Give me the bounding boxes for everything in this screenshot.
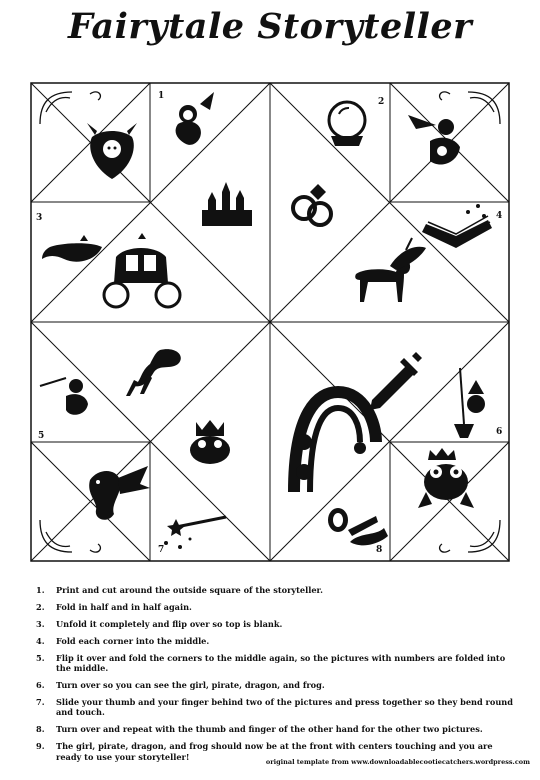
frog-icon xyxy=(418,448,474,508)
instruction-item: 1. Print and cut around the outside square of the storyteller. xyxy=(36,585,323,595)
magic-lamp-icon xyxy=(42,235,102,262)
flap-number-3: 3 xyxy=(36,213,43,223)
instruction-item: 2. Fold in half and in half again. xyxy=(36,601,192,612)
potion-book-icon xyxy=(422,204,492,248)
wedding-rings-icon xyxy=(293,184,331,225)
unicorn-icon xyxy=(355,238,426,302)
page-title: Fairytale Storyteller xyxy=(67,6,473,47)
flap-number-6: 6 xyxy=(496,427,503,437)
flap-number-5: 5 xyxy=(38,431,45,441)
magic-wand-icon xyxy=(164,517,226,549)
instruction-item: 7. Slide your thumb and your finger behind two of the pictures and press together so they bend round and touch. xyxy=(36,696,513,718)
instruction-item: 5. Flip it over and fold the corners to the middle again, so the pictures with numbers are folded into the middle. xyxy=(36,652,506,674)
instruction-list xyxy=(36,585,516,769)
hand-mirror-icon xyxy=(328,508,388,545)
flap-number-7: 7 xyxy=(158,545,165,555)
dragon-icon xyxy=(89,466,150,520)
instruction-item: 4. Fold each corner into the middle. xyxy=(36,635,210,646)
instruction-item: 6. Turn over so you can see the girl, pirate, dragon, and frog. xyxy=(36,679,325,690)
storyteller-sheet xyxy=(30,82,510,562)
rainbow-icon xyxy=(294,392,376,492)
fold-diagram xyxy=(30,82,510,562)
carriage-icon xyxy=(104,233,180,307)
flap-number-1: 1 xyxy=(158,91,165,101)
flap-number-4: 4 xyxy=(496,211,503,221)
instruction-item: 3. Unfold it completely and flip over so top is blank. xyxy=(36,618,283,629)
crystal-ball-icon xyxy=(329,102,365,146)
sword-icon xyxy=(370,352,422,410)
credit-line: original template from www.downloadablecootiecatchers.wordpress.com xyxy=(265,758,530,766)
castle-icon xyxy=(202,182,252,226)
flap-number-8: 8 xyxy=(376,545,383,555)
instruction-item: 9. The girl, pirate, dragon, and frog should now be at the front with centers touching and you are ready to use your storyteller! xyxy=(36,741,493,762)
fairy-icon xyxy=(176,92,214,145)
knight-icon xyxy=(40,378,88,415)
witch-broom-icon xyxy=(454,368,485,438)
crown-frog-icon xyxy=(190,420,230,464)
flap-number-2: 2 xyxy=(378,97,385,107)
instruction-item: 8. Turn over and repeat with the thumb and finger of the other hand for the other two pictures. xyxy=(36,724,483,735)
dragon-silhouette-icon xyxy=(126,349,181,396)
girl-icon xyxy=(87,123,137,179)
